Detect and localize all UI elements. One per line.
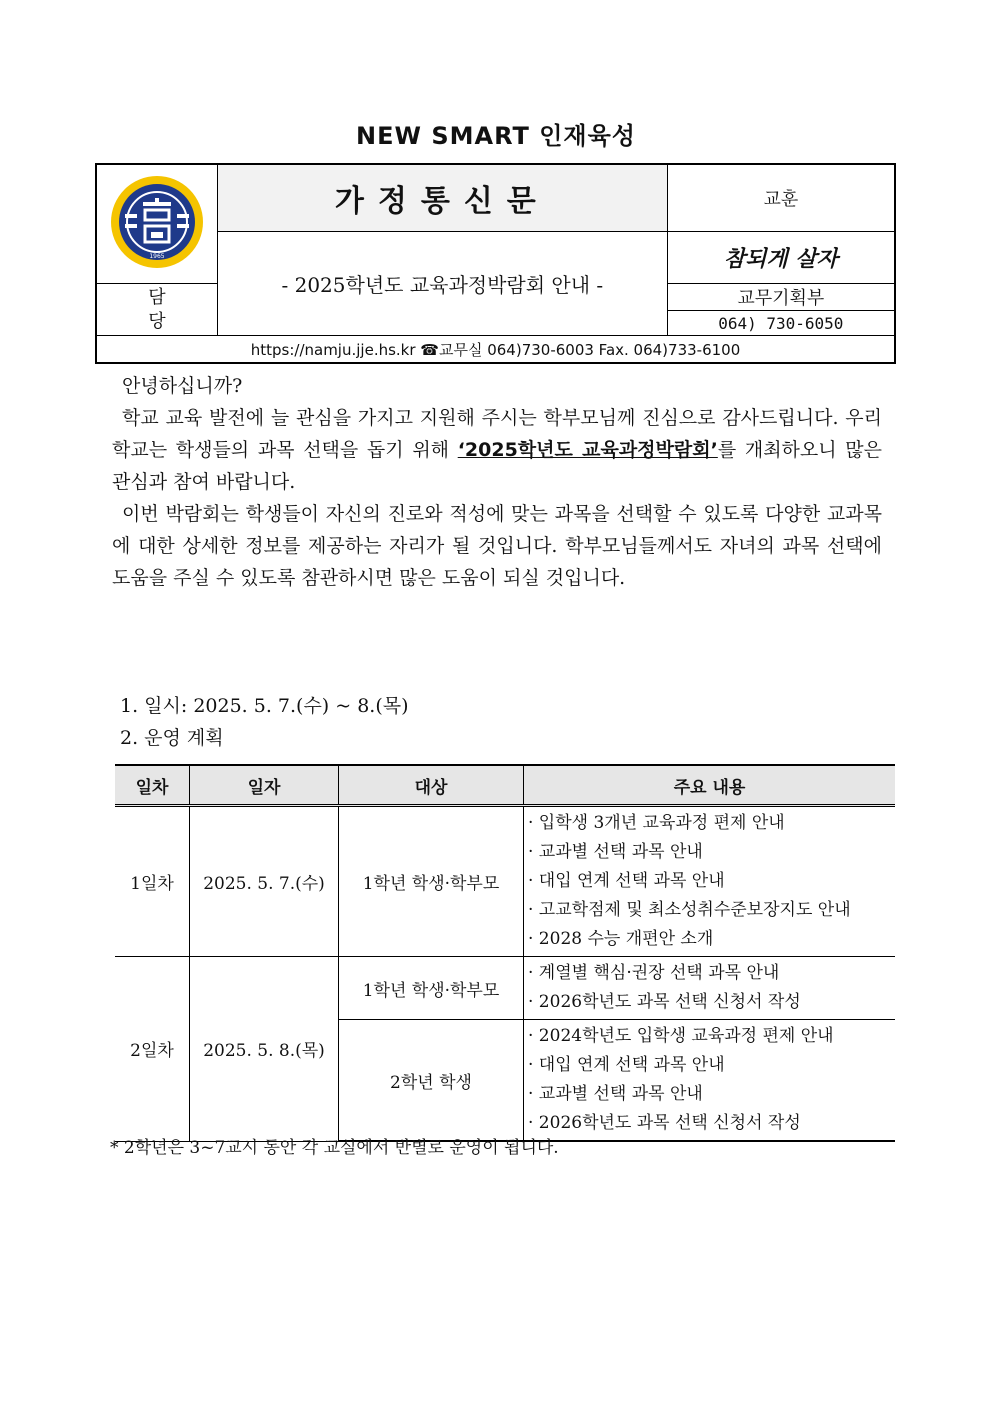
schedule-table: [115, 764, 895, 1142]
newsletter-subtitle: - 2025학년도 교육과정박람회 안내 -: [218, 232, 668, 336]
motto-label: 교훈: [667, 164, 895, 232]
header-target: 대상: [339, 765, 524, 806]
footnote: * 2학년은 3~7교시 동안 각 교실에서 반별로 운영이 됩니다.: [110, 1138, 559, 1158]
contact-person-label: 담 당: [96, 284, 218, 336]
newsletter-header: [95, 163, 896, 364]
day1-contents: · 입학생 3개년 교육과정 편제 안내 · 교과별 선택 과목 안내 · 대입 연계 선택 과목 안내 · 고교학점제 및 최소성취수준보장지도 안내 · 2028 수능 개편안 소개: [524, 806, 896, 957]
slogan: NEW SMART 인재육성: [356, 122, 636, 150]
school-logo-cell: [96, 164, 218, 284]
paragraph-2: 이번 박람회는 학생들이 자신의 진로와 적성에 맞는 과목을 선택할 수 있도록 다양한 교과목에 대한 상세한 정보를 제공하는 자리가 될 것입니다. 학부모님들께서도 자녀의 과목 선택에 도움을 주실 수 있도록 참관하시면 많은 도움이 되실 것입니다.: [112, 503, 882, 589]
greeting: 안녕하십니까?: [122, 375, 243, 397]
table-row: [115, 957, 895, 1020]
school-logo-icon: [109, 174, 205, 270]
day2-contents-1: · 계열별 핵심·권장 선택 과목 안내 · 2026학년도 과목 선택 신청서 작성: [524, 957, 896, 1020]
day2-target-1: 1학년 학생·학부모: [339, 957, 524, 1020]
logo-year: 1965: [149, 253, 165, 260]
day1-label: 1일차: [115, 806, 190, 957]
department-name: 교무기획부: [667, 284, 895, 311]
header-day: 일차: [115, 765, 190, 806]
day1-target: 1학년 학생·학부모: [339, 806, 524, 957]
day2-date: 2025. 5. 8.(목): [190, 957, 339, 1142]
header-content: 주요 내용: [524, 765, 896, 806]
day2-contents-2: · 2024학년도 입학생 교육과정 편제 안내 · 대입 연계 선택 과목 안내 · 교과별 선택 과목 안내 · 2026학년도 과목 선택 신청서 작성: [524, 1020, 896, 1142]
item-date: 1. 일시: 2025. 5. 7.(수) ~ 8.(목): [120, 695, 409, 717]
paragraph-1: 학교 교육 발전에 늘 관심을 가지고 지원해 주시는 학부모님께 진심으로 감사드립니다. 우리학교는 학생들의 과목 선택을 돕기 위해 ‘2025학년도 교육과정박람회’를 개최하오니 많은 관심과 참여 바랍니다.: [112, 407, 882, 493]
header-date: 일자: [190, 765, 339, 806]
table-row: [115, 806, 895, 957]
event-name-highlight: ‘2025학년도 교육과정박람회’: [457, 439, 718, 461]
item-plan: 2. 운영 계획: [120, 727, 224, 749]
day2-target-2: 2학년 학생: [339, 1020, 524, 1142]
motto-calligraphy: 참되게 살자: [667, 232, 895, 284]
day2-label: 2일차: [115, 957, 190, 1142]
newsletter-title: 가정통신문: [218, 164, 668, 232]
department-phone: 064) 730-6050: [667, 311, 895, 336]
school-contact-info: https://namju.jje.hs.kr ☎교무실 064)730-6003 Fax. 064)733-6100: [96, 336, 895, 364]
event-items: [120, 690, 409, 754]
day1-date: 2025. 5. 7.(수): [190, 806, 339, 957]
letter-body: [112, 370, 882, 594]
